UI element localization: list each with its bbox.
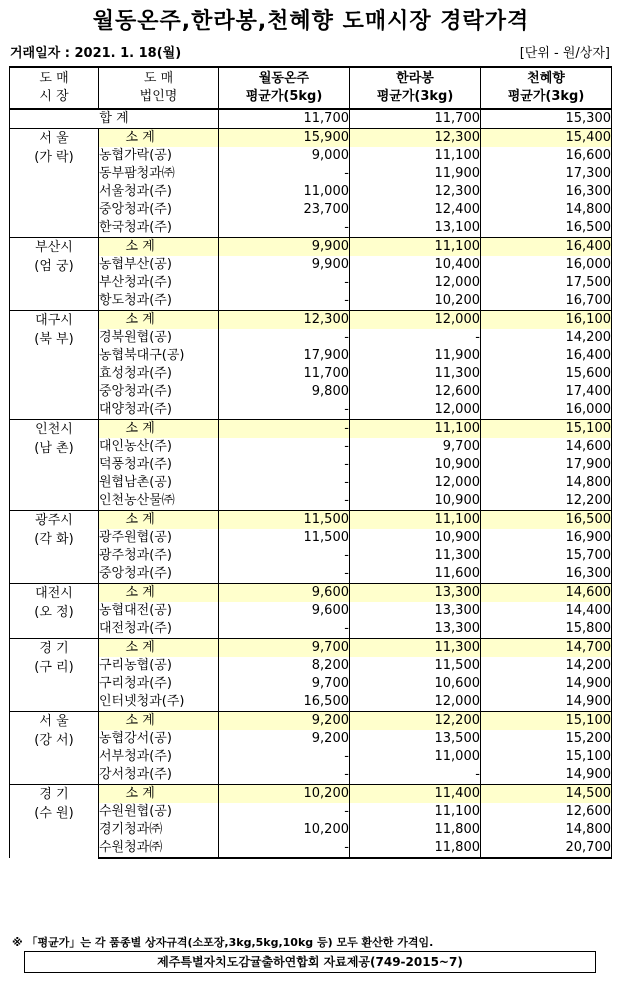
price-col1: 9,600 [219, 584, 350, 603]
header-col3: 천혜향 평균가(3kg) [481, 67, 612, 109]
company-row [10, 383, 612, 401]
price-col3: 14,900 [481, 766, 612, 785]
price-col2: 11,100 [350, 511, 481, 530]
price-col2: 12,400 [350, 201, 481, 219]
subtotal-text: 소 계 [125, 130, 155, 145]
price-col3: 14,600 [481, 584, 612, 603]
price-col1: 11,500 [219, 529, 350, 547]
company-name: 인터넷청과(주) [99, 693, 219, 712]
price-col1: - [219, 219, 350, 238]
company-name: 중앙청과(주) [99, 201, 219, 219]
price-col3: 15,400 [481, 129, 612, 148]
subtotal-label [99, 311, 219, 330]
price-col3: 16,300 [481, 565, 612, 584]
price-col3: 15,200 [481, 730, 612, 748]
company-row [10, 456, 612, 474]
company-row [10, 292, 612, 311]
price-col2: 12,000 [350, 274, 481, 292]
price-col2: 13,300 [350, 602, 481, 620]
market-cell [10, 311, 99, 420]
subtotal-text: 소 계 [125, 640, 155, 655]
price-col1: - [219, 329, 350, 347]
market-name: 광주시 [35, 513, 73, 528]
price-col3: 12,200 [481, 492, 612, 511]
company-name: 효성청과(주) [99, 365, 219, 383]
company-row [10, 620, 612, 639]
price-col1: - [219, 839, 350, 858]
price-col1: 9,800 [219, 383, 350, 401]
price-col3: 14,900 [481, 675, 612, 693]
company-row [10, 474, 612, 492]
price-col2: 11,400 [350, 785, 481, 804]
price-col2: - [350, 329, 481, 347]
price-col1: 11,000 [219, 183, 350, 201]
company-row [10, 147, 612, 165]
company-name: 덕풍청과(주) [99, 456, 219, 474]
company-name: 항도청과(주) [99, 292, 219, 311]
company-name: 중앙청과(주) [99, 565, 219, 584]
price-col3: 15,700 [481, 547, 612, 565]
subtotal-row [10, 511, 612, 530]
price-col3: 17,300 [481, 165, 612, 183]
subtotal-label [99, 712, 219, 731]
subtotal-label [99, 785, 219, 804]
company-name: 원협남촌(공) [99, 474, 219, 492]
company-name: 인천농산물㈜ [99, 492, 219, 511]
price-col1: - [219, 492, 350, 511]
price-col3: 17,400 [481, 383, 612, 401]
subtotal-row [10, 420, 612, 439]
price-col1: 9,900 [219, 238, 350, 257]
price-col2: 10,600 [350, 675, 481, 693]
price-col3: 15,100 [481, 420, 612, 439]
company-name: 중앙청과(주) [99, 383, 219, 401]
company-row [10, 529, 612, 547]
market-name: 대전시 [35, 586, 73, 601]
price-col3: 15,100 [481, 712, 612, 731]
price-col3: 14,200 [481, 657, 612, 675]
price-col3: 16,500 [481, 219, 612, 238]
company-row [10, 602, 612, 620]
market-cell [10, 420, 99, 511]
header-company: 도 매 법인명 [99, 67, 219, 109]
company-row [10, 274, 612, 292]
total-label: 합 계 [10, 109, 219, 129]
company-name: 농협강서(공) [99, 730, 219, 748]
market-area: (엄 궁) [34, 259, 74, 274]
company-name: 동부팜청과㈜ [99, 165, 219, 183]
company-row [10, 219, 612, 238]
subtotal-text: 소 계 [125, 585, 155, 600]
price-col3: 17,900 [481, 456, 612, 474]
company-row [10, 821, 612, 839]
subtotal-row [10, 785, 612, 804]
price-col3: 16,600 [481, 147, 612, 165]
price-col2: 12,300 [350, 129, 481, 148]
market-name: 서 울 [39, 131, 69, 146]
total-col1: 11,700 [219, 109, 350, 129]
company-name: 대전청과(주) [99, 620, 219, 639]
company-name: 경기청과㈜ [99, 821, 219, 839]
price-col3: 16,400 [481, 238, 612, 257]
company-row [10, 365, 612, 383]
price-col3: 14,500 [481, 785, 612, 804]
price-col3: 14,700 [481, 639, 612, 658]
price-col2: 12,000 [350, 474, 481, 492]
company-row [10, 748, 612, 766]
subtotal-text: 소 계 [125, 713, 155, 728]
company-name: 수원원협(공) [99, 803, 219, 821]
company-name: 구리청과(주) [99, 675, 219, 693]
company-row [10, 256, 612, 274]
header-row [10, 67, 612, 109]
market-name: 부산시 [35, 240, 73, 255]
subtotal-text: 소 계 [125, 512, 155, 527]
market-name: 인천시 [35, 422, 73, 437]
company-row [10, 401, 612, 420]
price-col3: 20,700 [481, 839, 612, 858]
price-col3: 16,100 [481, 311, 612, 330]
company-row [10, 547, 612, 565]
company-row [10, 492, 612, 511]
header-market: 도 매 시 장 [10, 67, 99, 109]
price-col1: 17,900 [219, 347, 350, 365]
total-col3: 15,300 [481, 109, 612, 129]
trade-date: 거래일자 : 2021. 1. 18(월) [10, 46, 182, 61]
meta-row [10, 42, 610, 62]
price-col1: - [219, 547, 350, 565]
company-name: 농협대전(공) [99, 602, 219, 620]
source-box: 제주특별자치도감귤출하연합회 자료제공(749-2015~7) [24, 951, 596, 973]
price-col2: 12,600 [350, 383, 481, 401]
market-cell [10, 511, 99, 584]
price-col3: 16,500 [481, 511, 612, 530]
price-col2: 11,500 [350, 657, 481, 675]
price-col1: - [219, 565, 350, 584]
company-row [10, 329, 612, 347]
price-col1: 16,500 [219, 693, 350, 712]
price-col2: 11,100 [350, 803, 481, 821]
subtotal-row [10, 639, 612, 658]
subtotal-text: 소 계 [125, 421, 155, 436]
price-col1: 12,300 [219, 311, 350, 330]
price-col2: 12,300 [350, 183, 481, 201]
price-col3: 16,400 [481, 347, 612, 365]
company-name: 대양청과(주) [99, 401, 219, 420]
company-name: 한국청과(주) [99, 219, 219, 238]
market-area: (각 화) [34, 532, 74, 547]
price-col2: 11,900 [350, 347, 481, 365]
price-col2: 10,900 [350, 456, 481, 474]
price-col2: 11,300 [350, 639, 481, 658]
price-col2: 13,500 [350, 730, 481, 748]
subtotal-row [10, 238, 612, 257]
price-col2: 11,000 [350, 748, 481, 766]
price-col2: 10,400 [350, 256, 481, 274]
market-area: (남 촌) [34, 441, 74, 456]
price-col1: - [219, 620, 350, 639]
price-col1: - [219, 401, 350, 420]
page-title: 월동온주,한라봉,천혜향 도매시장 경락가격 [92, 9, 530, 34]
company-row [10, 730, 612, 748]
market-cell [10, 639, 99, 712]
company-name: 구리농협(공) [99, 657, 219, 675]
company-name: 경북원협(공) [99, 329, 219, 347]
price-col1: - [219, 292, 350, 311]
price-col1: 11,500 [219, 511, 350, 530]
price-col2: 12,000 [350, 401, 481, 420]
market-cell [10, 785, 99, 859]
market-area: (구 리) [34, 660, 74, 675]
subtotal-label [99, 584, 219, 603]
price-col2: 10,200 [350, 292, 481, 311]
market-name: 대구시 [35, 313, 73, 328]
price-col1: 9,000 [219, 147, 350, 165]
company-row [10, 675, 612, 693]
company-name: 서울청과(주) [99, 183, 219, 201]
market-area: (북 부) [34, 332, 74, 347]
price-col2: 12,000 [350, 311, 481, 330]
price-col3: 17,500 [481, 274, 612, 292]
price-col1: - [219, 456, 350, 474]
price-col1: 23,700 [219, 201, 350, 219]
price-col1: - [219, 420, 350, 439]
price-col3: 15,600 [481, 365, 612, 383]
company-row [10, 839, 612, 858]
price-col2: 11,600 [350, 565, 481, 584]
company-row [10, 347, 612, 365]
company-row [10, 657, 612, 675]
company-row [10, 438, 612, 456]
company-name: 농협가락(공) [99, 147, 219, 165]
price-col1: 9,700 [219, 675, 350, 693]
company-row [10, 201, 612, 219]
subtotal-row [10, 584, 612, 603]
total-row [10, 109, 612, 129]
price-col3: 14,400 [481, 602, 612, 620]
price-col1: - [219, 803, 350, 821]
market-name: 경 기 [39, 787, 69, 802]
price-col2: 13,100 [350, 219, 481, 238]
price-col2: 12,200 [350, 712, 481, 731]
price-col1: 9,600 [219, 602, 350, 620]
market-area: (수 원) [34, 806, 74, 821]
subtotal-text: 소 계 [125, 239, 155, 254]
price-col3: 14,800 [481, 474, 612, 492]
market-cell [10, 584, 99, 639]
price-col1: 9,900 [219, 256, 350, 274]
price-col3: 16,700 [481, 292, 612, 311]
price-col3: 16,000 [481, 256, 612, 274]
price-col2: 11,100 [350, 420, 481, 439]
company-name: 서부청과(주) [99, 748, 219, 766]
price-col1: - [219, 474, 350, 492]
unit-label: [단위 - 원/상자] [519, 46, 610, 61]
price-col1: - [219, 748, 350, 766]
header-col1: 월동온주 평균가(5kg) [219, 67, 350, 109]
price-col1: 9,200 [219, 730, 350, 748]
subtotal-row [10, 311, 612, 330]
market-name: 서 울 [39, 714, 69, 729]
price-col1: 11,700 [219, 365, 350, 383]
company-name: 수원청과㈜ [99, 839, 219, 858]
price-table [9, 66, 612, 859]
price-col1: 10,200 [219, 785, 350, 804]
price-col2: - [350, 766, 481, 785]
price-col3: 14,600 [481, 438, 612, 456]
price-col3: 15,800 [481, 620, 612, 639]
price-col2: 13,300 [350, 584, 481, 603]
company-name: 강서청과(주) [99, 766, 219, 785]
company-row [10, 183, 612, 201]
price-col2: 11,800 [350, 839, 481, 858]
price-col1: 8,200 [219, 657, 350, 675]
market-cell [10, 712, 99, 785]
subtotal-row [10, 712, 612, 731]
market-cell [10, 129, 99, 238]
price-col3: 14,900 [481, 693, 612, 712]
price-col2: 11,300 [350, 365, 481, 383]
company-row [10, 565, 612, 584]
price-col1: 9,700 [219, 639, 350, 658]
company-name: 광주원협(공) [99, 529, 219, 547]
company-name: 대인농산(주) [99, 438, 219, 456]
header-col2: 한라봉 평균가(3kg) [350, 67, 481, 109]
market-cell [10, 238, 99, 311]
price-col2: 10,900 [350, 529, 481, 547]
price-col2: 10,900 [350, 492, 481, 511]
company-row [10, 693, 612, 712]
footnote: ※ 「평균가」는 각 품종별 상자규격(소포장,3kg,5kg,10kg 등) 모두 환산한 가격임. [12, 936, 434, 949]
price-col3: 16,000 [481, 401, 612, 420]
subtotal-text: 소 계 [125, 312, 155, 327]
price-col3: 12,600 [481, 803, 612, 821]
subtotal-label [99, 511, 219, 530]
price-col2: 9,700 [350, 438, 481, 456]
subtotal-row [10, 129, 612, 148]
subtotal-label [99, 238, 219, 257]
price-col1: - [219, 438, 350, 456]
price-col2: 11,100 [350, 238, 481, 257]
company-row [10, 165, 612, 183]
price-col3: 14,800 [481, 201, 612, 219]
price-col3: 16,300 [481, 183, 612, 201]
market-name: 경 기 [39, 641, 69, 656]
price-col2: 13,300 [350, 620, 481, 639]
price-col3: 15,100 [481, 748, 612, 766]
price-col1: - [219, 766, 350, 785]
price-col2: 11,800 [350, 821, 481, 839]
price-col2: 11,900 [350, 165, 481, 183]
price-col3: 14,200 [481, 329, 612, 347]
company-row [10, 803, 612, 821]
company-name: 농협부산(공) [99, 256, 219, 274]
subtotal-text: 소 계 [125, 786, 155, 801]
company-row [10, 766, 612, 785]
market-area: (오 정) [34, 605, 74, 620]
subtotal-label [99, 129, 219, 148]
subtotal-label [99, 420, 219, 439]
price-col1: - [219, 274, 350, 292]
price-col2: 11,300 [350, 547, 481, 565]
company-name: 광주청과(주) [99, 547, 219, 565]
market-area: (강 서) [34, 733, 74, 748]
price-col1: - [219, 165, 350, 183]
price-col1: 9,200 [219, 712, 350, 731]
price-col3: 16,900 [481, 529, 612, 547]
company-name: 부산청과(주) [99, 274, 219, 292]
subtotal-label [99, 639, 219, 658]
market-area: (가 락) [34, 150, 74, 165]
price-col1: 15,900 [219, 129, 350, 148]
price-col3: 14,800 [481, 821, 612, 839]
price-col1: 10,200 [219, 821, 350, 839]
total-col2: 11,700 [350, 109, 481, 129]
price-col2: 12,000 [350, 693, 481, 712]
company-name: 농협북대구(공) [99, 347, 219, 365]
price-col2: 11,100 [350, 147, 481, 165]
